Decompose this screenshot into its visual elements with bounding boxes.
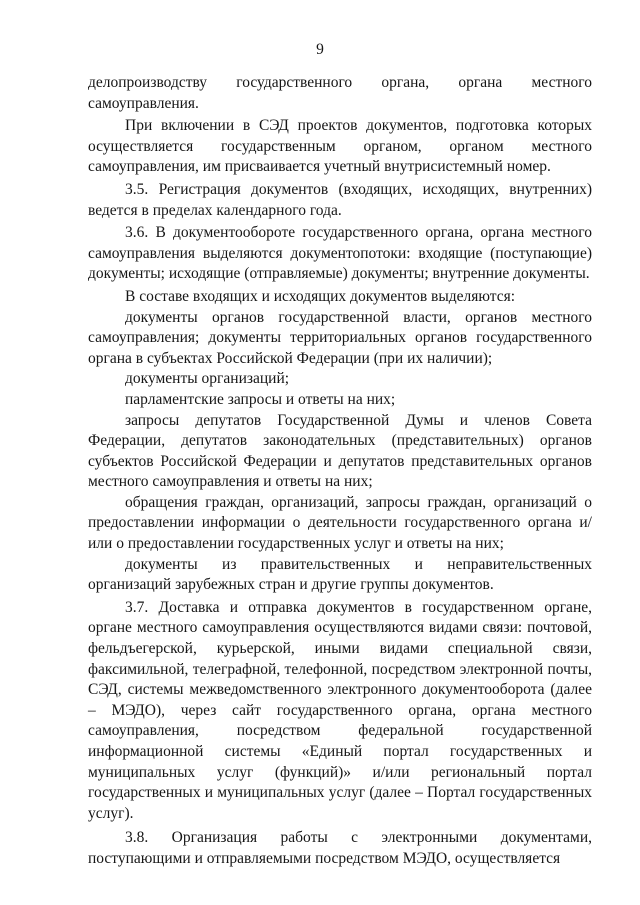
list-item-foreign-documents: документы из правительственных и неправительственных организаций зарубежных стран и другие группы документов. [88,555,592,594]
paragraph-registration-number: При включении в СЭД проектов документов, подготовка которых осуществляется государственным органом, органом местного самоуправления, им присваивается учетный внутрисистемный номер. [88,117,592,176]
document-body [88,73,592,870]
list-item-parliamentary-requests: парламентские запросы и ответы на них; [125,390,396,408]
paragraph-3-8: 3.8. Организация работы с электронными документами, поступающими и отправляемыми посредством МЭДО, осуществляется [88,829,592,867]
paragraph-3-5: 3.5. Регистрация документов (входящих, исходящих, внутренних) ведется в пределах календарного года. [88,180,592,219]
paragraph-continuation: делопроизводству государственного органа, органа местного самоуправления. [88,74,592,112]
list-item-organization-documents: документы организаций; [125,370,290,388]
page-number: 9 [316,41,324,58]
paragraph-incoming-outgoing-intro: В составе входящих и исходящих документов выделяются: [125,287,516,305]
paragraph-3-7: 3.7. Доставка и отправка документов в государственном органе, органе местного самоуправления осуществляются видами связи: почтовой, фельдъегерской, курьерской, иными видами специальной связи, факсимильной, телеграфной, телефонной, посредством электронной почты, СЭД, системы межведомственного электронного документооборота (далее – МЭДО), через сайт государственного органа, органа местного самоуправления, посредством федеральной государственной информационной системы «Единый портал государственных и муниципальных услуг (функций)» и/или региональный портал государственных и муниципальных услуг (далее – Портал государственных услуг). [88,598,592,822]
list-item-citizen-appeals: обращения граждан, организаций, запросы граждан, организаций о предоставлении информации о деятельности государственного органа и/или о предоставлении государственных услуг и ответы на них; [88,493,592,553]
list-item-authorities-documents: документы органов государственной власти, органов местного самоуправления; документы территориальных органов государственного органа в субъектах Российской Федерации (при их наличии); [88,308,592,367]
list-item-deputy-requests: запросы депутатов Государственной Думы и членов Совета Федерации, депутатов законодательных (представительных) органов субъектов Российской Федерации и депутатов представительных органов местного самоуправления и ответы на них; [88,411,592,491]
paragraph-3-6: 3.6. В документообороте государственного органа, органа местного самоуправления выделяются документопотоки: входящие (поступающие) документы; исходящие (отправляемые) документы; внутренние документы. [88,224,592,283]
